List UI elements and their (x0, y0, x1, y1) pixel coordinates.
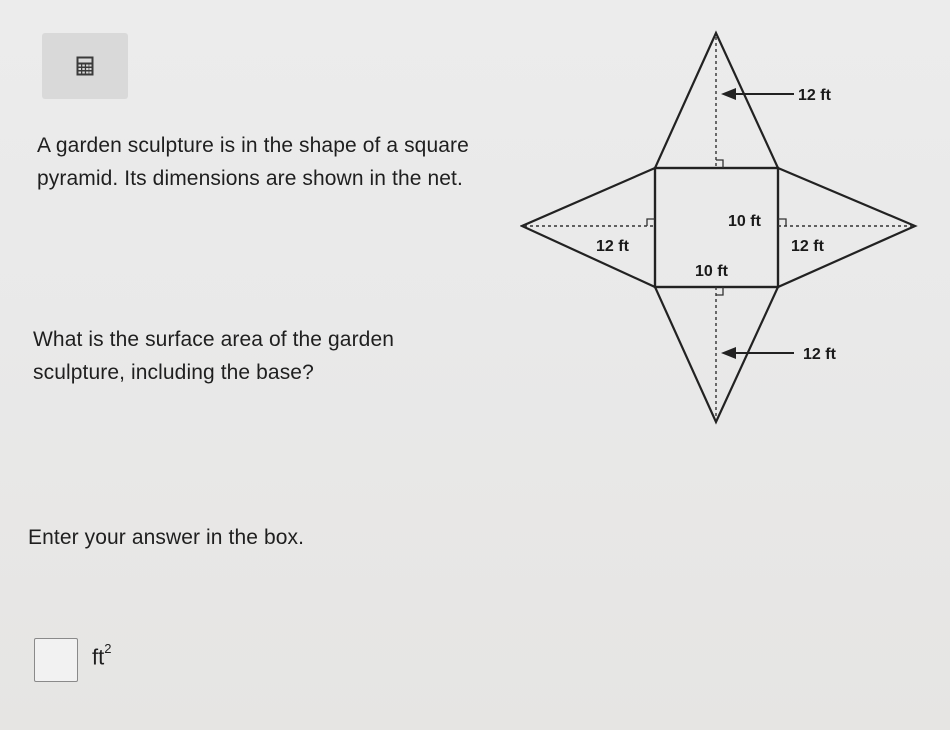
label-side-bottom: 10 ft (695, 263, 728, 280)
right-angle-mark-top (716, 160, 723, 168)
answer-instruction: Enter your answer in the box. (28, 526, 305, 549)
net-triangle-left (522, 168, 655, 287)
label-side-top: 10 ft (728, 213, 761, 230)
unit-label: ft (92, 644, 105, 670)
label-slant-right: 12 ft (791, 238, 824, 255)
calculator-icon (76, 56, 94, 76)
arrow-head-top (721, 88, 736, 100)
question-intro: A garden sculpture is in the shape of a square pyramid. Its dimensions are shown in the net. (37, 134, 469, 190)
right-angle-mark-left (647, 219, 655, 226)
right-angle-mark-bottom (716, 287, 723, 295)
answer-input[interactable] (34, 638, 78, 682)
label-slant-left: 12 ft (596, 238, 629, 255)
net-triangle-right (778, 168, 915, 287)
right-angle-mark-right (778, 219, 786, 226)
unit-exponent: 2 (104, 641, 112, 656)
arrow-head-bottom (721, 347, 736, 359)
question-prompt: What is the surface area of the garden sculpture, including the base? (33, 328, 395, 384)
label-slant-bottom: 12 ft (803, 346, 836, 363)
answer-row (34, 638, 111, 682)
calculator-button[interactable] (42, 33, 128, 99)
answer-unit (92, 641, 112, 670)
label-slant-top: 12 ft (798, 87, 831, 104)
pyramid-net-diagram (520, 25, 930, 435)
